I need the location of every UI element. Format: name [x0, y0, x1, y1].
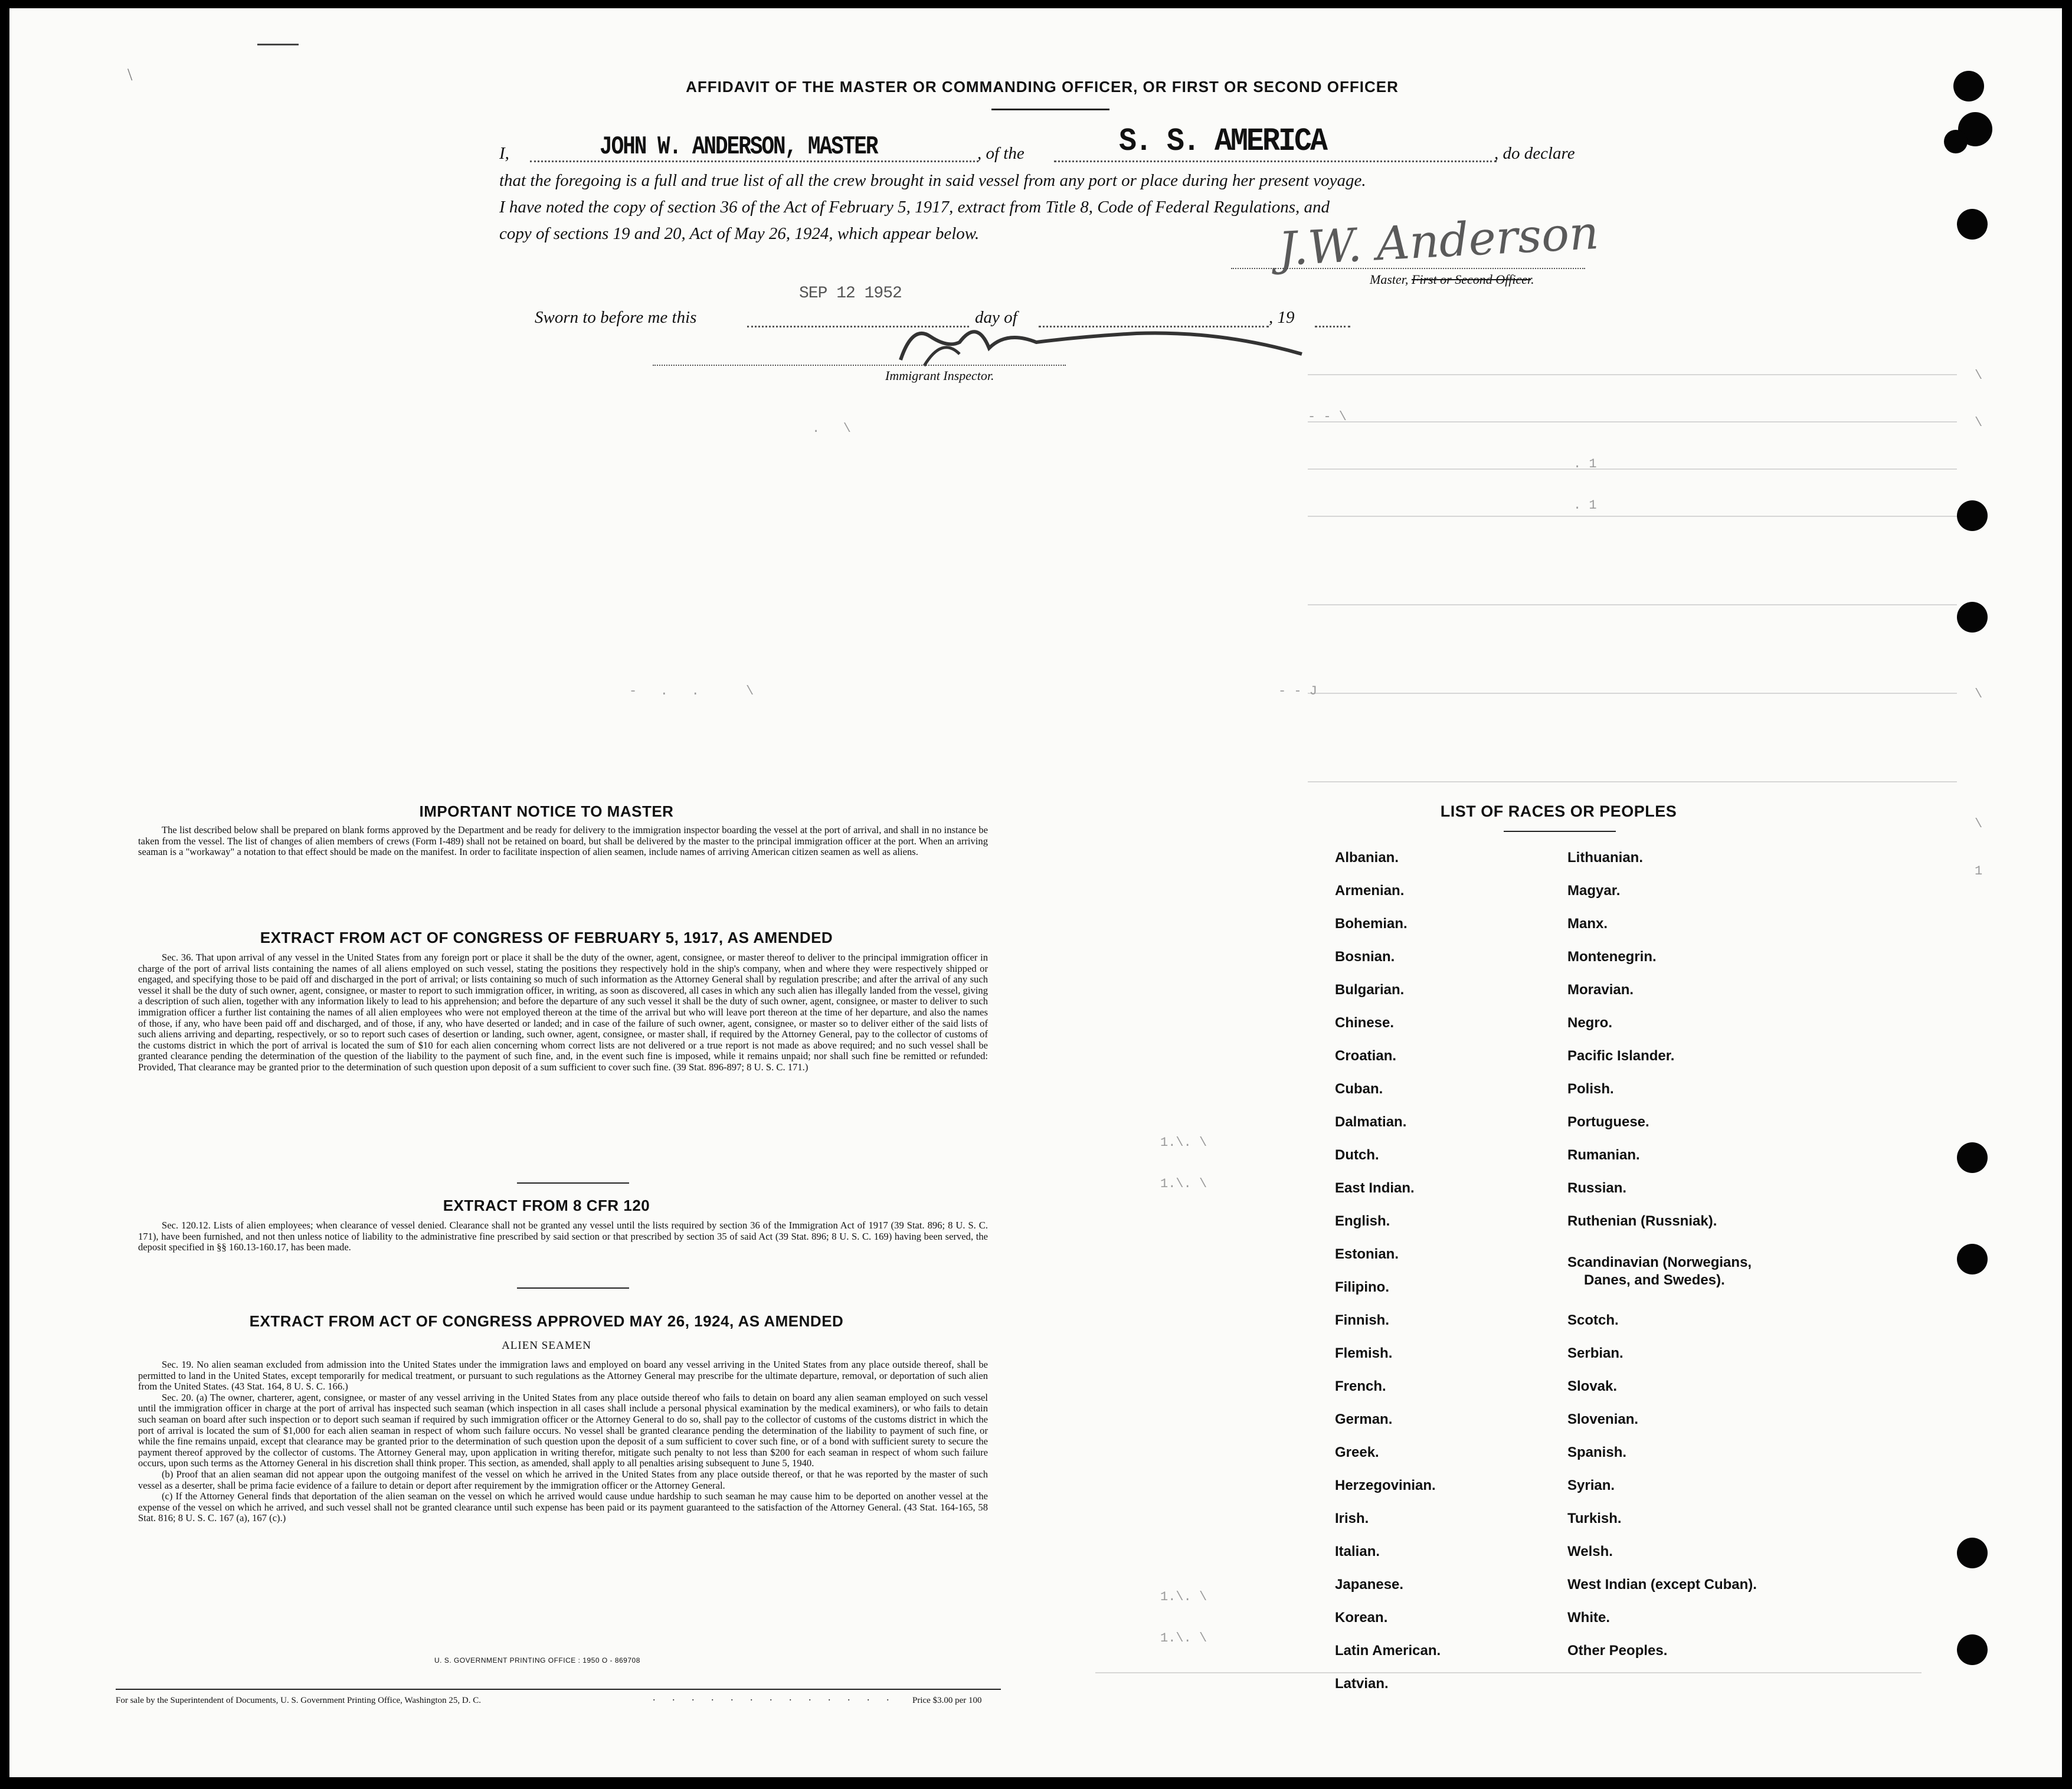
bleed-mark: \: [1975, 687, 1983, 702]
race-item: Turkish.: [1567, 1511, 1622, 1526]
section-36-text: Sec. 36. That upon arrival of any vessel in the United States from any foreign port or place it shall be the duty of the owner, agent, consignee, or master thereof to deliver to the principal immigration officer in charge of the port of arrival lists containing the names of all aliens employed on such vessel, stating the positions they respectively hold in the ship's company, when and where they were respectively shipped or engaged, and specifying those to be paid off and discharged in the port of arrival; or lists containing so much of such information as the Attorney General shall by regulation prescribe; and after the arrival of any such vessel it shall be the duty of such owner, agent, consignee, or master to report to such immigration officer, in writing, as soon as discovered, all cases in which any such alien has illegally landed from the vessel, giving a description of such alien, together with any information likely to lead to his apprehension; and before the departure of any such vessel it shall be the duty of such owner, agent, consignee, or master to deliver to such immigration officer a further list containing the names of all alien employees who were not employed thereon at the time of the arrival but who will leave port thereon at the time of her departure, and also the names of those, if any, who have been paid off and discharged, and of those, if any, who have deserted or landed; and in case of the failure of such owner, agent, consignee, or master so to deliver either of the said lists of such aliens arriving and departing, respectively, or so to report such cases of desertion or landing, such owner, agent, consignee, or master shall, if required by the Attorney General, pay to the collector of customs of the customs district in which the port of arrival is located the sum of $10 for each alien concerning whom correct lists are not delivered or a true report is not made as above required; and no such vessel shall be granted clearance pending the determination of the question of the liability to the payment of such fine, and, in the event such fine is imposed, while it remains unpaid; nor shall such fine be remitted or refunded: Provided, That clearance may be granted prior to the determination of such question upon deposit of a sum sufficient to cover such fine. (39 Stat. 896-897; 8 U. S. C. 171.): [138, 952, 988, 1073]
bleed-line: [1308, 781, 1957, 782]
punch-hole: [1944, 130, 1968, 153]
punch-hole: [1957, 1634, 1988, 1665]
bleed-mark: \: [1975, 817, 1983, 831]
bleed-line: [1308, 468, 1957, 470]
race-item: Bosnian.: [1335, 949, 1395, 965]
bleed-mark: 1.\. \: [1160, 1177, 1207, 1191]
extract-cfr-title: EXTRACT FROM 8 CFR 120: [443, 1197, 650, 1214]
vessel-blank: [1054, 160, 1497, 162]
bleed-mark: . 1: [1573, 457, 1597, 471]
bleed-line: [1308, 604, 1957, 605]
race-item: Albanian.: [1335, 850, 1399, 866]
race-item: Dalmatian.: [1335, 1114, 1407, 1130]
race-item: Moravian.: [1567, 982, 1634, 998]
section-19-text: Sec. 19. No alien seaman excluded from admission into the United States under the immigration laws and employed on board any vessel arriving in the United States from any place outside thereof, shall be permitted to land in the United States, except temporarily for medical treatment, or pursuant to such regulations as the Attorney General may prescribe for the ultimate departure, removal, or deportation of such alien from the United States. (43 Stat. 164, 8 U. S. C. 166.): [138, 1359, 988, 1392]
race-item: Lithuanian.: [1567, 850, 1643, 866]
bleed-mark: 1.\. \: [1160, 1590, 1207, 1604]
bleed-line: [1308, 421, 1957, 422]
section-divider: [517, 1182, 629, 1184]
race-item: Scotch.: [1567, 1312, 1619, 1328]
master-title: [1370, 271, 1534, 289]
master-name: JOHN W. ANDERSON, MASTER: [600, 132, 878, 162]
notice-title: IMPORTANT NOTICE TO MASTER: [419, 802, 674, 820]
extract-cfr-body: [138, 1220, 988, 1253]
punch-hole: [1957, 1142, 1988, 1173]
race-item: Slovenian.: [1567, 1411, 1639, 1427]
section-20b-text: (b) Proof that an alien seaman did not appear upon the outgoing manifest of the vessel on which he arrived in the United States from any place outside thereof, or that he was reported by the master of such vessel as a deserter, shall be prima facie evidence of a failure to detain or deport after requirement by the immigration officer or the Attorney General.: [138, 1468, 988, 1491]
race-item: Serbian.: [1567, 1345, 1623, 1361]
race-item: Flemish.: [1335, 1345, 1393, 1361]
race-item: Scandinavian (Norwegians,: [1567, 1254, 1752, 1270]
race-item: Irish.: [1335, 1511, 1369, 1526]
bleed-mark: \: [1975, 368, 1983, 383]
printing-office-note: U. S. GOVERNMENT PRINTING OFFICE : 1950 O - 869708: [434, 1656, 640, 1665]
race-item: Italian.: [1335, 1544, 1380, 1559]
extract-1924-body: [138, 1359, 988, 1524]
race-item: Spanish.: [1567, 1444, 1627, 1460]
bleed-mark: 1: [1975, 864, 1983, 879]
race-item: Syrian.: [1567, 1477, 1615, 1493]
races-title: LIST OF RACES OR PEOPLES: [1440, 802, 1677, 820]
race-item: Latin American.: [1335, 1643, 1441, 1659]
alien-seamen-subtitle: ALIEN SEAMEN: [502, 1339, 591, 1352]
master-title-prefix: Master,: [1370, 272, 1412, 287]
race-item: Greek.: [1335, 1444, 1379, 1460]
bleed-line: [1095, 1672, 1922, 1673]
race-item: Japanese.: [1335, 1577, 1404, 1593]
race-item: German.: [1335, 1411, 1393, 1427]
race-item: English.: [1335, 1213, 1390, 1229]
declarant-label: I,: [499, 144, 509, 163]
bleed-line: [1308, 374, 1957, 375]
title-underline: [991, 109, 1109, 110]
race-item: Russian.: [1567, 1180, 1627, 1196]
inspector-line: [653, 365, 1066, 366]
race-item: Herzegovinian.: [1335, 1477, 1436, 1493]
document-page: [9, 8, 2062, 1777]
sworn-label: Sworn to before me this: [535, 308, 697, 327]
race-item: French.: [1335, 1378, 1386, 1394]
section-120-12-text: Sec. 120.12. Lists of alien employees; when clearance of vessel denied. Clearance shall not be granted any vessel until the lists required by section 36 of the Immigration Act of 1917 (39 Stat. 896; 8 U. S. C. 171), have been furnished, and not then unless notice of liability to the administrative fine prescribed by said section or that prescribed by section 35 of said Act (39 Stat. 896; 8 U. S. C. 169) having been served, the deposit specified in §§ 160.13-160.17, has been made.: [138, 1220, 988, 1253]
race-item: Chinese.: [1335, 1015, 1395, 1031]
race-item: Ruthenian (Russniak).: [1567, 1213, 1717, 1229]
year-blank: [1315, 326, 1350, 327]
bleed-mark: . 1: [1573, 498, 1597, 513]
bleed-mark: 1.\. \: [1160, 1631, 1207, 1646]
do-declare-label: , do declare: [1494, 144, 1575, 163]
punch-hole: [1957, 1538, 1988, 1568]
race-item: West Indian (except Cuban).: [1567, 1577, 1757, 1593]
section-divider: [517, 1287, 629, 1289]
race-item: Dutch.: [1335, 1147, 1379, 1163]
race-item: Filipino.: [1335, 1279, 1389, 1295]
declaration-line-3: I have noted the copy of section 36 of the Act of February 5, 1917, extract from Title 8, Code of Federal Regulations, and: [499, 198, 1330, 217]
race-item: Negro.: [1567, 1015, 1613, 1031]
race-item: Polish.: [1567, 1081, 1614, 1097]
race-item: Pacific Islander.: [1567, 1048, 1675, 1064]
day-of-label: day of: [975, 308, 1017, 327]
bleed-mark: . \: [812, 421, 852, 436]
sale-notice: For sale by the Superintendent of Documents, U. S. Government Printing Office, Washington 25, D. C.: [116, 1696, 481, 1705]
race-item: Portuguese.: [1567, 1114, 1649, 1130]
footer-rule: [116, 1689, 1001, 1690]
declaration-line-2: that the foregoing is a full and true list of all the crew brought in said vessel from any port or place during her present voyage.: [499, 171, 1366, 190]
race-item: Croatian.: [1335, 1048, 1397, 1064]
sale-price: Price $3.00 per 100: [912, 1696, 982, 1705]
sale-dots: . . . . . . . . . . . . .: [653, 1691, 896, 1703]
extract-1917-body: [138, 952, 988, 1073]
bleed-line: [1308, 693, 1957, 694]
section-20c-text: (c) If the Attorney General finds that deportation of the alien seaman on the vessel on which he arrived would cause undue hardship to such seaman he may cause him to be deported on another vessel at the expense of the vessel on which he arrived, and such vessel shall not be granted clearance until such expense has been paid or its payment guaranteed to the satisfaction of the Attorney General. (43 Stat. 164-165, 58 Stat. 816; 8 U. S. C. 167 (a), 167 (c).): [138, 1490, 988, 1524]
race-item: Rumanian.: [1567, 1147, 1640, 1163]
of-the-label: , of the: [977, 144, 1024, 163]
declaration-line-4: copy of sections 19 and 20, Act of May 26, 1924, which appear below.: [499, 224, 980, 243]
bleed-mark: - - J: [1278, 684, 1318, 699]
race-item: Magyar.: [1567, 883, 1621, 899]
bleed-mark: 1.\. \: [1160, 1135, 1207, 1150]
affidavit-title: AFFIDAVIT OF THE MASTER OR COMMANDING OFFICER, OR FIRST OR SECOND OFFICER: [686, 78, 1399, 96]
race-item: Korean.: [1335, 1610, 1388, 1626]
race-item: East Indian.: [1335, 1180, 1415, 1196]
corner-mark: \: [127, 65, 133, 84]
punch-hole: [1957, 500, 1988, 531]
notice-body: [138, 825, 988, 858]
race-item: Cuban.: [1335, 1081, 1383, 1097]
race-item: Manx.: [1567, 916, 1608, 932]
race-item: Bulgarian.: [1335, 982, 1405, 998]
race-item: Montenegrin.: [1567, 949, 1657, 965]
master-title-suffix: .: [1531, 272, 1534, 287]
year-label: , 19: [1269, 308, 1295, 327]
race-item: Latvian.: [1335, 1676, 1389, 1692]
bleed-mark: \: [1975, 415, 1983, 430]
master-title-struck: First or Second Officer: [1411, 272, 1531, 287]
race-item: Welsh.: [1567, 1544, 1613, 1559]
sworn-stamp-date: SEP 12 1952: [799, 284, 902, 303]
bleed-mark: - . . \: [629, 684, 754, 699]
race-item: Bohemian.: [1335, 916, 1407, 932]
race-item: White.: [1567, 1610, 1610, 1626]
race-item: Other Peoples.: [1567, 1643, 1668, 1659]
race-item: Slovak.: [1567, 1378, 1618, 1394]
punch-hole: [1957, 602, 1988, 633]
signature-line: [1231, 268, 1585, 269]
race-item: Finnish.: [1335, 1312, 1389, 1328]
master-signature: J.W. Anderson: [1277, 206, 1600, 277]
notice-text: The list described below shall be prepared on blank forms approved by the Department and be ready for delivery to the immigration inspector boarding the vessel at the port of arrival, and shall in no instance be taken from the vessel. The list of changes of alien members of crews (Form I-489) shall not be retained on board, but shall be delivered by the master to the principal immigration officer at the port. When an arriving seaman is a "workaway" a notation to that effect should be made on the manifest. In order to facilitate inspection of alien seamen, include names of arriving American citizen seamen as well as aliens.: [138, 824, 988, 858]
race-item: Estonian.: [1335, 1246, 1399, 1262]
race-item: Danes, and Swedes).: [1584, 1272, 1725, 1288]
section-20a-text: Sec. 20. (a) The owner, charterer, agent, consignee, or master of any vessel arriving in the United States from any place outside thereof who fails to detain on board any alien seaman employed on such vessel until the immigration officer in charge at the port of arrival has inspected such seaman (which inspection in all cases shall include a personal physical examination by the medical examiners), or who fails to detain such seaman on board after such inspection or to deport such seaman if required by such immigration officer or the Attorney General to do so, shall pay to the collector of customs of the customs district in which the port of arrival is located the sum of $1,000 for each alien seaman in respect of whom such failure occurs. No vessel shall be granted clearance pending the determination of the liability to payment of such fine, or while the fine remains unpaid, except that clearance may be granted prior to the determination of such question upon the deposit of a sum sufficient to cover such fine, or of a bond with sufficient surety to secure the payment thereof approved by the collector of customs. The Attorney General may, upon application in writing therefor, mitigate such penalty to not less than $200 for each seaman in respect of whom such failure occurs, upon such terms as the Attorney General in his discretion shall think proper. This section, as amended, shall apply to all penalties arising subsequent to June 5, 1940.: [138, 1391, 988, 1469]
race-item: Armenian.: [1335, 883, 1405, 899]
extract-1917-title: EXTRACT FROM ACT OF CONGRESS OF FEBRUARY 5, 1917, AS AMENDED: [260, 929, 833, 946]
inspector-label: Immigrant Inspector.: [885, 368, 994, 383]
races-title-underline: [1504, 831, 1616, 832]
bleed-mark: - - \: [1308, 409, 1347, 424]
top-dash: [257, 44, 299, 45]
extract-1924-title: EXTRACT FROM ACT OF CONGRESS APPROVED MAY 26, 1924, AS AMENDED: [249, 1312, 844, 1330]
punch-hole: [1957, 209, 1988, 240]
punch-hole: [1953, 71, 1984, 101]
bleed-line: [1308, 516, 1957, 517]
vessel-name: S. S. AMERICA: [1119, 123, 1327, 160]
punch-hole: [1957, 1244, 1988, 1274]
